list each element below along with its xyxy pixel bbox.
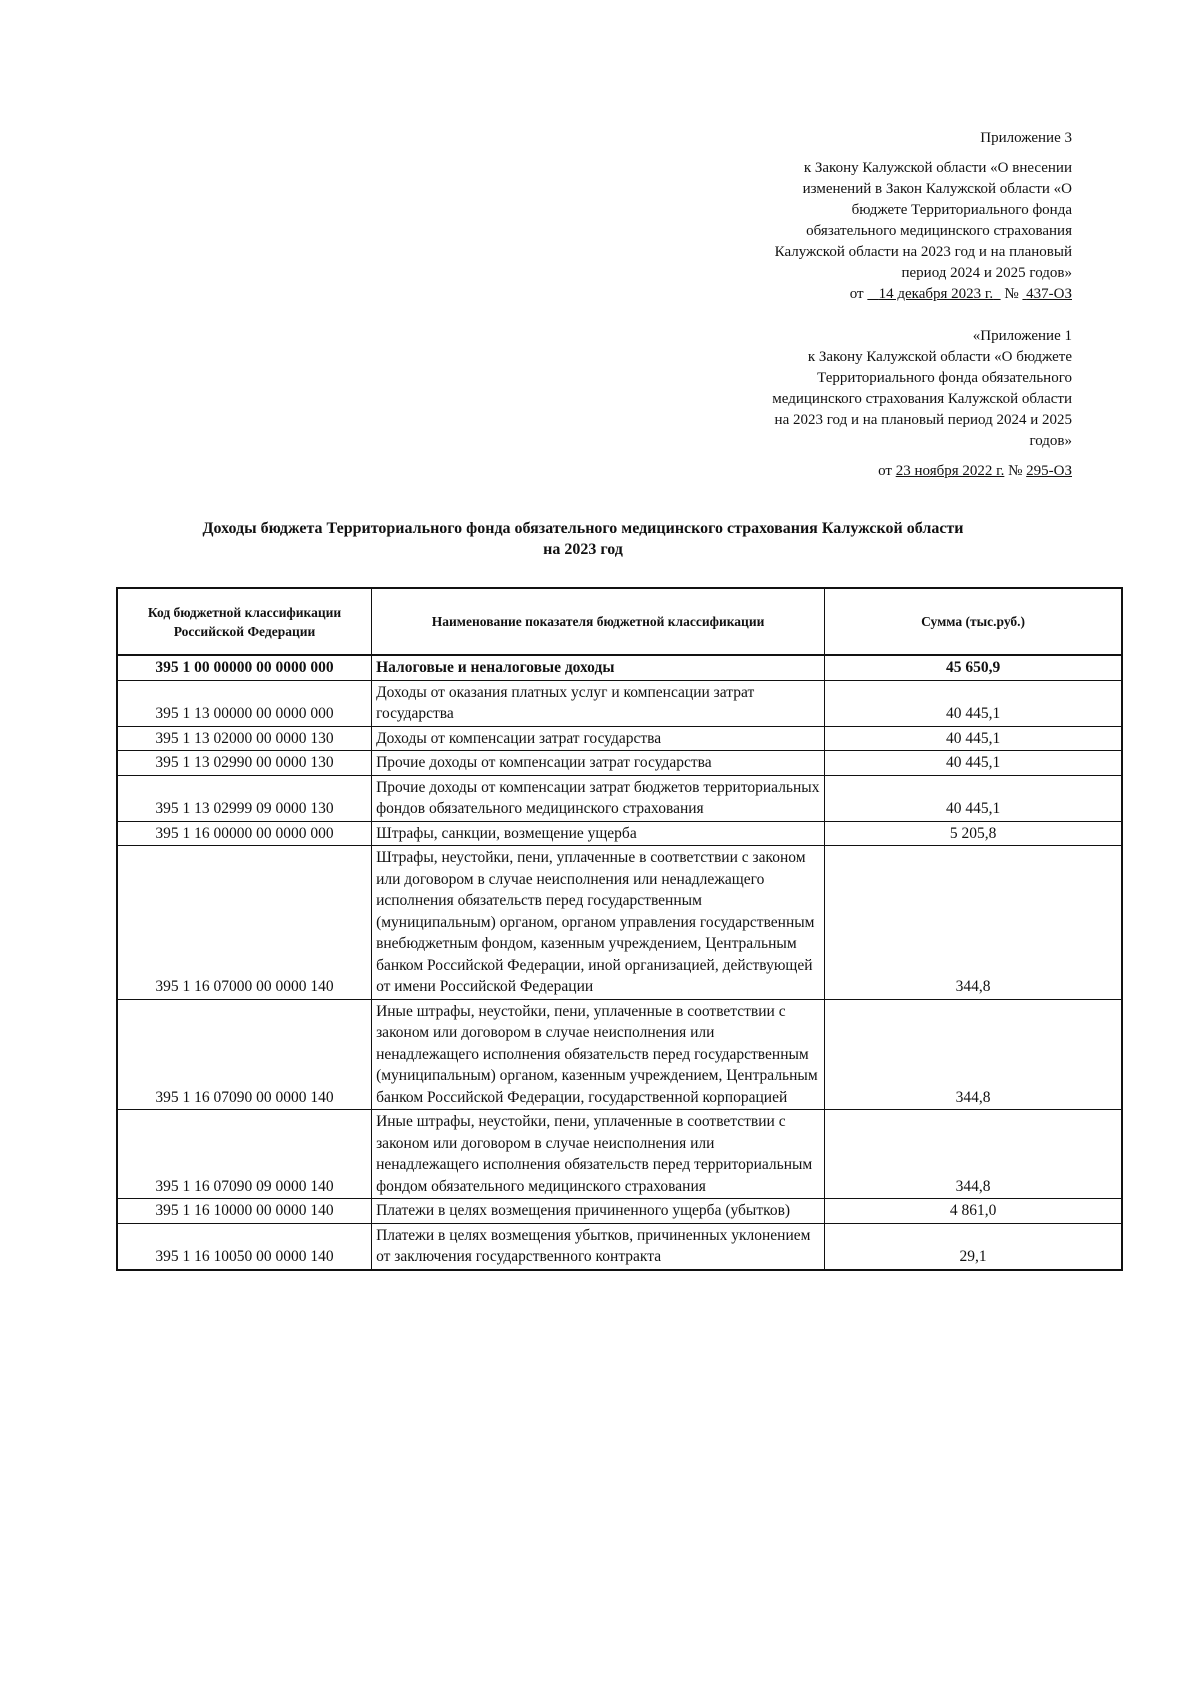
title-line-1: Доходы бюджета Территориального фонда обязательного медицинского страхования Калужской области [202, 520, 964, 537]
table-row [117, 726, 1122, 751]
document-title [116, 518, 1050, 560]
row-sum: 40 445,1 [825, 775, 1122, 821]
table-row [117, 821, 1122, 846]
row-name: Прочие доходы от компенсации затрат бюджетов территориальных фондов обязательного медицинского страхования [372, 775, 825, 821]
law-number: 295-ОЗ [1026, 463, 1072, 479]
row-name: Доходы от оказания платных услуг и компенсации затрат государства [372, 680, 825, 726]
revenue-table [116, 587, 1123, 1271]
row-sum: 5 205,8 [825, 821, 1122, 846]
law-date-line [772, 461, 1072, 482]
row-name: Доходы от компенсации затрат государства [372, 726, 825, 751]
row-name: Платежи в целях возмещения причиненного ущерба (убытков) [372, 1199, 825, 1224]
row-code: 395 1 13 02000 00 0000 130 [117, 726, 372, 751]
row-name: Платежи в целях возмещения убытков, причиненных уклонением от заключения государственного контракта [372, 1223, 825, 1270]
row-name: Иные штрафы, неустойки, пени, уплаченные в соответствии с законом или договором в случае неисполнения или ненадлежащего исполнения обязательств перед государственным (муниципальным) органом, казенным учреждением, Центральным банком Российской Федерации, государственной корпорацией [372, 999, 825, 1110]
number-prefix: № [1008, 463, 1023, 479]
header-sum: Сумма (тыс.руб.) [825, 588, 1122, 655]
law-reference-text: к Закону Калужской области «О внесении изменений в Закон Калужской области «О бюджете Территориального фонда обязательного медицинского страхования Калужской области на 2023 год и на плановый период 2024 и 2025 годов» [774, 160, 1072, 281]
row-code: 395 1 13 02999 09 0000 130 [117, 775, 372, 821]
date-prefix: от [878, 463, 892, 479]
row-name: Иные штрафы, неустойки, пени, уплаченные в соответствии с законом или договором в случае неисполнения или ненадлежащего исполнения обязательств перед территориальным фондом обязательного медицинского страхования [372, 1110, 825, 1199]
header-name: Наименование показателя бюджетной классификации [372, 588, 825, 655]
row-sum: 45 650,9 [825, 655, 1122, 680]
header-code: Код бюджетной классификации Российской Федерации [117, 588, 372, 655]
table-row [117, 751, 1122, 776]
table-row [117, 775, 1122, 821]
header-current-law [772, 128, 1072, 305]
date-prefix: от [849, 286, 864, 302]
row-sum: 4 861,0 [825, 1199, 1122, 1224]
row-name: Налоговые и неналоговые доходы [372, 655, 825, 680]
header-original-law [772, 326, 1072, 482]
table-row [117, 1223, 1122, 1270]
row-code: 395 1 16 07090 00 0000 140 [117, 999, 372, 1110]
row-sum: 40 445,1 [825, 680, 1122, 726]
row-code: 395 1 16 10050 00 0000 140 [117, 1223, 372, 1270]
row-code: 395 1 16 07000 00 0000 140 [117, 846, 372, 1000]
row-code: 395 1 13 02990 00 0000 130 [117, 751, 372, 776]
row-code: 395 1 16 07090 09 0000 140 [117, 1110, 372, 1199]
row-sum: 40 445,1 [825, 751, 1122, 776]
table-row [117, 999, 1122, 1110]
law-number: 437-ОЗ [1026, 286, 1072, 302]
appendix-label: «Приложение 1 [972, 328, 1072, 344]
table-row [117, 1199, 1122, 1224]
law-date: 14 декабря 2023 г. [878, 286, 994, 302]
row-sum: 40 445,1 [825, 726, 1122, 751]
title-line-2: на 2023 год [543, 541, 623, 558]
row-name: Штрафы, санкции, возмещение ущерба [372, 821, 825, 846]
table-header-row [117, 588, 1122, 655]
appendix-label: Приложение 3 [980, 130, 1072, 146]
row-name: Прочие доходы от компенсации затрат государства [372, 751, 825, 776]
number-prefix: № [1004, 286, 1019, 302]
law-reference-text: к Закону Калужской области «О бюджете Территориального фонда обязательного медицинского страхования Калужской области на 2023 год и на плановый период 2024 и 2025 годов» [772, 349, 1072, 449]
row-code: 395 1 16 00000 00 0000 000 [117, 821, 372, 846]
law-date-line [772, 284, 1072, 305]
row-code: 395 1 00 00000 00 0000 000 [117, 655, 372, 680]
row-sum: 29,1 [825, 1223, 1122, 1270]
row-sum: 344,8 [825, 999, 1122, 1110]
row-sum: 344,8 [825, 1110, 1122, 1199]
row-sum: 344,8 [825, 846, 1122, 1000]
row-name: Штрафы, неустойки, пени, уплаченные в соответствии с законом или договором в случае неисполнения или ненадлежащего исполнения обязательств перед государственным (муниципальным) органом, органом управления государственным внебюджетным фондом, казенным учреждением, Центральным банком Российской Федерации, иной организацией, действующей от имени Российской Федерации [372, 846, 825, 1000]
table-row [117, 655, 1122, 680]
table-row [117, 680, 1122, 726]
table-row [117, 1110, 1122, 1199]
row-code: 395 1 16 10000 00 0000 140 [117, 1199, 372, 1224]
row-code: 395 1 13 00000 00 0000 000 [117, 680, 372, 726]
law-date: 23 ноября 2022 г. [895, 463, 1005, 479]
table-row [117, 846, 1122, 1000]
